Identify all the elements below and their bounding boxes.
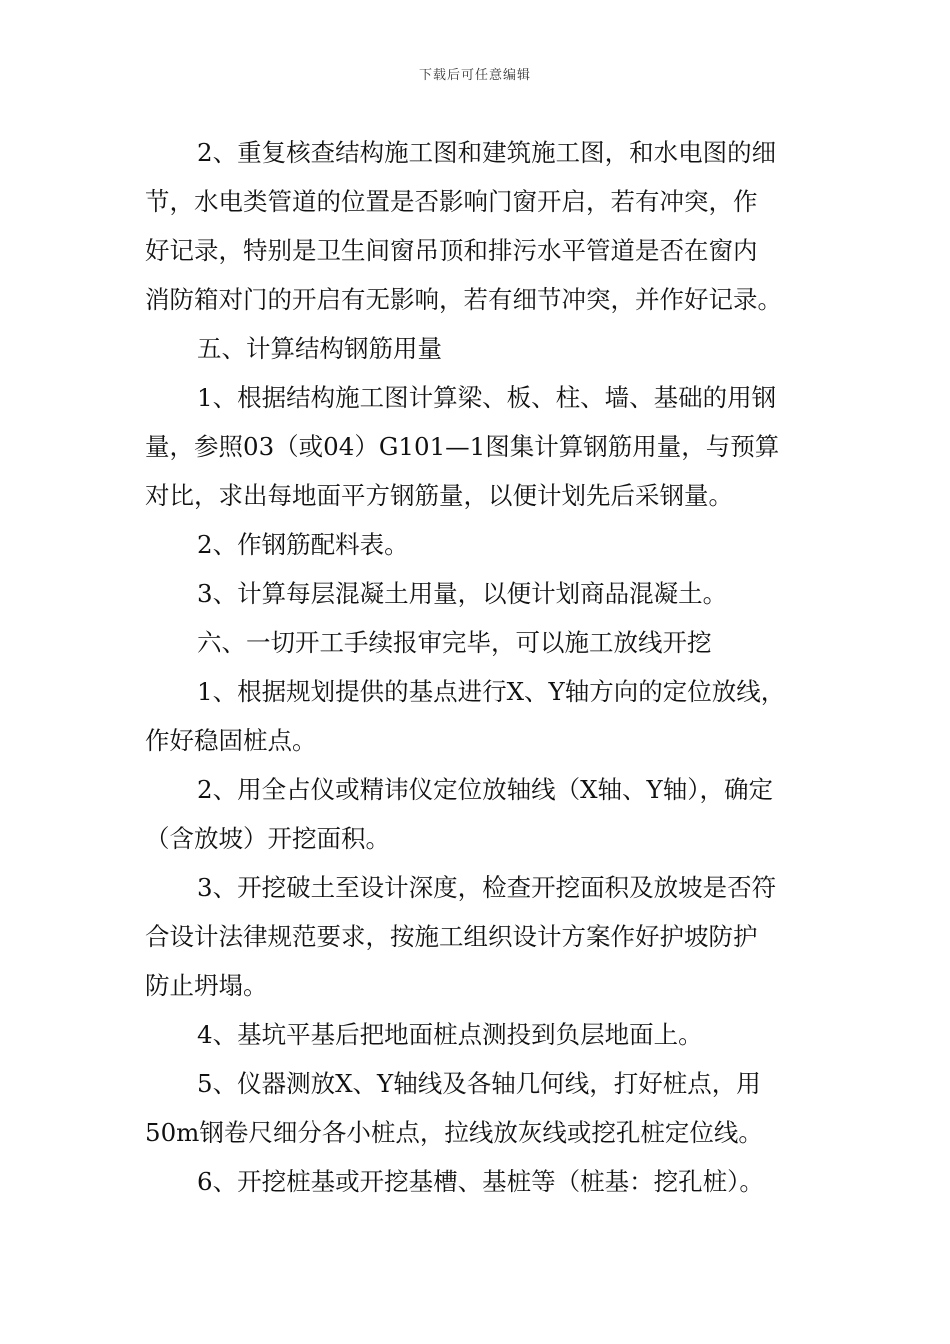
paragraph-axis	[145, 765, 810, 863]
text-line: 6、开挖桩基或开挖基槽、基桩等（桩基：挖孔桩）。	[197, 1167, 764, 1196]
text-line: 五、计算结构钢筋用量	[197, 334, 442, 363]
text-line: 1、根据结构施工图计算梁、板、柱、墙、基础的用钢	[197, 383, 777, 412]
text-line: 2、重复核查结构施工图和建筑施工图，和水电图的细	[197, 138, 777, 167]
text-line: 50m钢卷尺细分各小桩点，拉线放灰线或挖孔桩定位线。	[145, 1118, 763, 1147]
text-line: 作好稳固桩点。	[145, 726, 317, 755]
paragraph-concrete	[145, 569, 810, 618]
paragraph-positioning	[145, 667, 810, 765]
text-line: 1、根据规划提供的基点进行X、Y轴方向的定位放线，	[197, 677, 786, 706]
text-line: 好记录，特别是卫生间窗吊顶和排污水平管道是否在窗内	[145, 236, 758, 265]
text-line: 2、作钢筋配料表。	[197, 530, 409, 559]
text-line: 5、仪器测放X、Y轴线及各轴几何线，打好桩点，用	[197, 1069, 761, 1098]
text-line: 对比，求出每地面平方钢筋量，以便计划先后采钢量。	[145, 481, 733, 510]
paragraph-pit	[145, 1010, 810, 1059]
text-line: 3、计算每层混凝土用量，以便计划商品混凝土。	[197, 579, 728, 608]
text-line: 量，参照03（或04）G101—1图集计算钢筋用量，与预算	[145, 432, 780, 461]
text-line: 2、用全占仪或精讳仪定位放轴线（X轴、Y轴），确定	[197, 775, 773, 804]
text-line: 节，水电类管道的位置是否影响门窗开启，若有冲突，作	[145, 187, 758, 216]
text-line: （含放坡）开挖面积。	[145, 824, 390, 853]
text-line: 3、开挖破土至设计深度，检查开挖面积及放坡是否符	[197, 873, 777, 902]
text-line: 六、一切开工手续报审完毕，可以施工放线开挖	[197, 628, 712, 657]
paragraph-pile	[145, 1157, 810, 1206]
document-body	[145, 128, 810, 1206]
section-heading-excavation	[145, 618, 810, 667]
section-heading-rebar	[145, 324, 810, 373]
paragraph-rebar-schedule	[145, 520, 810, 569]
paragraph-check-drawings	[145, 128, 810, 324]
text-line: 防止坍塌。	[145, 971, 268, 1000]
text-line: 消防箱对门的开启有无影响，若有细节冲突，并作好记录。	[145, 285, 782, 314]
text-line: 4、基坑平基后把地面桩点测投到负层地面上。	[197, 1020, 703, 1049]
paragraph-excavate	[145, 863, 810, 1010]
text-line: 合设计法律规范要求，按施工组织设计方案作好护坡防护	[145, 922, 758, 951]
page-header: 下载后可任意编辑	[418, 68, 531, 83]
paragraph-survey	[145, 1059, 810, 1157]
paragraph-calc-rebar	[145, 373, 810, 520]
